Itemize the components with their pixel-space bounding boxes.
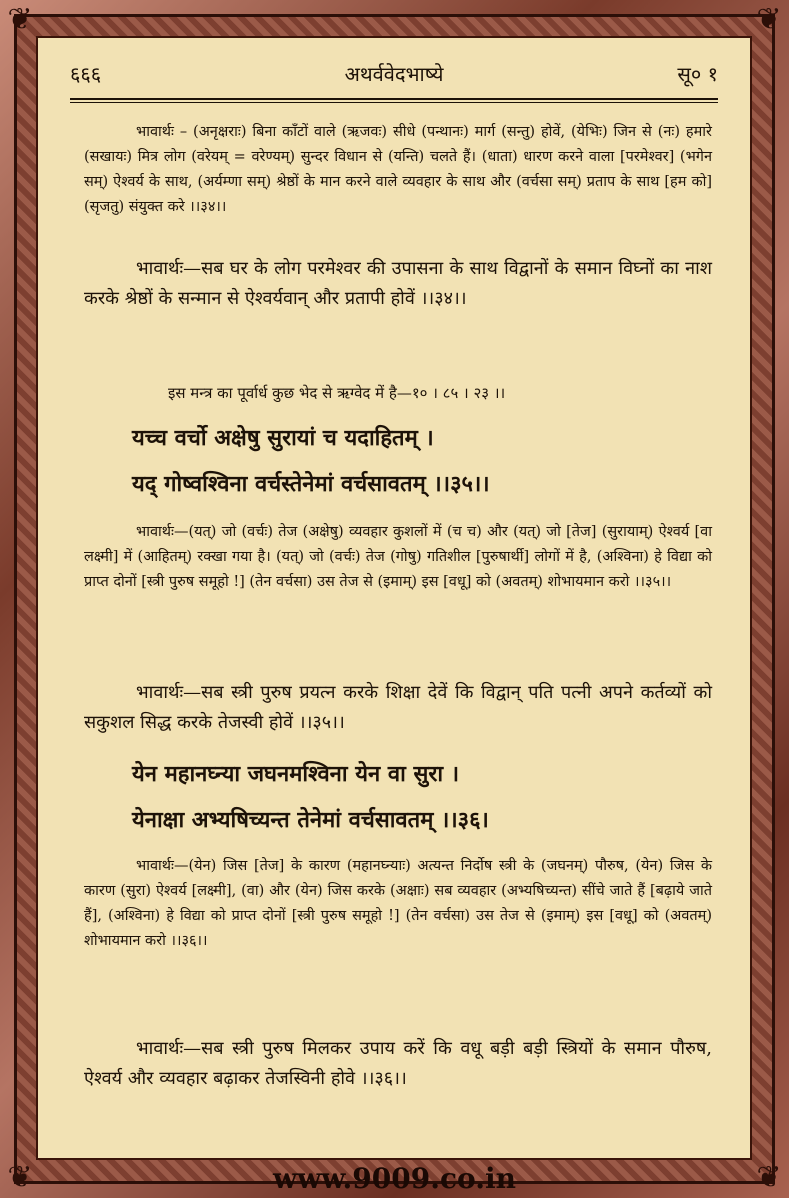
website-footer: www.9009.co.in [273,1162,516,1195]
page-number: ६६६ [70,62,102,86]
page-header [70,60,718,96]
commentary-paragraph: भावार्थः – (अनृक्षराः) बिना काँटों वाले (ऋजवः) सीधे (पन्थानः) मार्ग (सन्तु) होवें, (येभिः) जिन से (नः) हमारे (सखायः) मित्र लोग (वरेयम् = वरेण्यम्) सुन्दर विधान से (यन्ति) चलते हैं। (धाता) धारण करने वाला [परमेश्वर] (भगेन सम्) ऐश्वर्य के साथ, (अर्यम्णा सम्) श्रेष्ठों के मान करने वाले व्यवहार के साथ और (वर्चसा सम्) प्रताप के साथ [हम को] (सृजतु) संयुक्त करे ।।३४।। [84,124,712,215]
meaning-paragraph: भावार्थः—सब स्त्री पुरुष प्रयत्न करके शिक्षा देवें कि विद्वान् पति पत्नी अपने कर्तव्यों को सकुशल सिद्ध करके तेजस्वी होवें ।।३५।। [84,682,712,733]
commentary-paragraph: भावार्थः—(येन) जिस [तेज] के कारण (महानघ्न्याः) अत्यन्त निर्दोष स्त्री के (जघनम्) पौरुष, (येन) जिस के कारण (सुरा) ऐश्वर्य [लक्ष्मी], (वा) और (येन) जिस करके (अक्षाः) सब व्यवहार (अभ्यषिच्यन्त) सींचे जाते हैं [बढ़ाये जाते हैं], (अश्विना) हे विद्या को प्राप्त दोनों [स्त्री पुरुष समूहो !] (तेन वर्चसा) उस तेज से (इमाम्) इस [वधू] को (अवतम्) शोभायमान करो ।।३६।। [84,858,712,949]
ornament-swirl-icon: ❦ [756,2,782,37]
header-rule [70,98,718,100]
ornament-swirl-icon: ❦ [7,2,33,37]
header-rule-thin [70,102,718,103]
page-title: अथर्ववेदभाष्ये [344,62,444,86]
verse-line: येनाक्षा अभ्यषिच्यन्त तेनेमां वर्चसावतम् ।।३६। [132,807,489,833]
meaning-paragraph: भावार्थः—सब स्त्री पुरुष मिलकर उपाय करें कि वधू बड़ी बड़ी स्त्रियों के समान पौरुष, ऐश्वर्य और व्यवहार बढ़ाकर तेजस्विनी होवे ।।३६।। [84,1038,712,1089]
sukta-label: सू० १ [677,62,718,86]
meaning-paragraph: भावार्थः—सब घर के लोग परमेश्वर की उपासना के साथ विद्वानों के समान विघ्नों का नाश करके श्रेष्ठों के सन्मान से ऐश्वर्यवान् और प्रतापी होवें ।।३४।। [84,258,712,309]
reference-note: इस मन्त्र का पूर्वार्ध कुछ भेद से ऋग्वेद में है—१० । ८५ । २३ ।। [168,384,506,402]
page [36,36,752,1160]
verse-line: यद् गोष्वश्विना वर्चस्तेनेमां वर्चसावतम् ।।३५।। [132,471,490,497]
commentary-paragraph: भावार्थः—(यत्) जो (वर्चः) तेज (अक्षेषु) व्यवहार कुशलों में (च च) और (यत्) जो [तेज] (सुरायाम्) ऐश्वर्य [वा लक्ष्मी] में (आहितम्) रक्खा गया है। (यत्) जो (वर्चः) तेज (गोषु) गतिशील [पुरुषार्थी] लोगों में है, (अश्विना) हे विद्या को प्राप्त दोनों [स्त्री पुरुष समूहो !] (तेन वर्चसा) उस तेज से (इमाम्) इस [वधू] को (अवतम्) शोभायमान करो ।।३५।। [84,524,712,590]
ornament-swirl-icon: ❦ [756,1160,782,1195]
verse-line: येन महानघ्न्या जघनमश्विना येन वा सुरा । [132,761,460,787]
verse-line: यच्च वर्चो अक्षेषु सुरायां च यदाहितम् । [132,425,434,451]
ornament-swirl-icon: ❦ [7,1160,33,1195]
